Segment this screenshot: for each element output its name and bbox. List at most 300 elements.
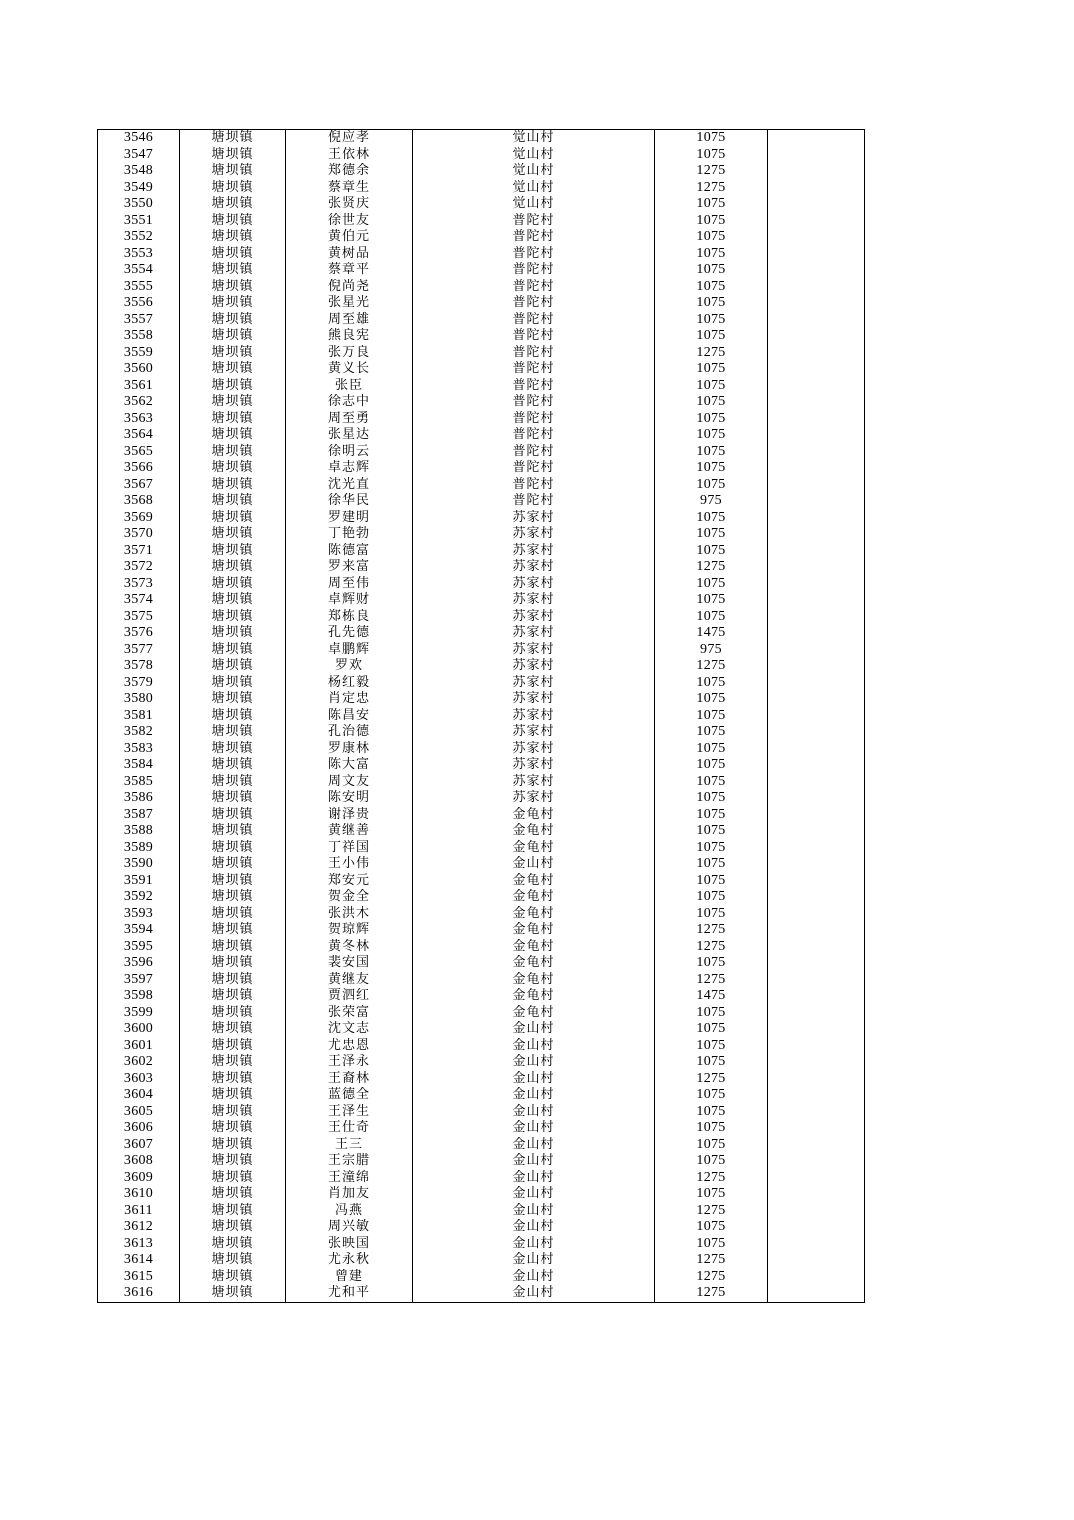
table-row xyxy=(98,1087,865,1104)
name-cell: 张臣 xyxy=(286,378,413,395)
name-cell: 丁艳勃 xyxy=(286,526,413,543)
table-row xyxy=(98,1021,865,1038)
note-cell xyxy=(768,460,865,477)
note-cell xyxy=(768,328,865,345)
table-row xyxy=(98,823,865,840)
row-number-cell: 3594 xyxy=(98,922,180,939)
village-cell: 金山村 xyxy=(413,1054,655,1071)
table-row xyxy=(98,1153,865,1170)
town-cell: 塘坝镇 xyxy=(180,1104,286,1121)
name-cell: 卓鹏辉 xyxy=(286,642,413,659)
table-row xyxy=(98,1005,865,1022)
table-row xyxy=(98,559,865,576)
amount-cell: 1075 xyxy=(655,823,768,840)
row-number-cell: 3577 xyxy=(98,642,180,659)
village-cell: 金山村 xyxy=(413,1269,655,1286)
amount-cell: 1275 xyxy=(655,922,768,939)
amount-cell: 1075 xyxy=(655,279,768,296)
amount-cell: 1275 xyxy=(655,1285,768,1302)
table-row xyxy=(98,345,865,362)
name-cell: 周文友 xyxy=(286,774,413,791)
row-number-cell: 3606 xyxy=(98,1120,180,1137)
name-cell: 陈德富 xyxy=(286,543,413,560)
town-cell: 塘坝镇 xyxy=(180,1005,286,1022)
note-cell xyxy=(768,246,865,263)
note-cell xyxy=(768,510,865,527)
name-cell: 黄冬林 xyxy=(286,939,413,956)
table-row xyxy=(98,262,865,279)
note-cell xyxy=(768,229,865,246)
town-cell: 塘坝镇 xyxy=(180,1071,286,1088)
row-number-cell: 3607 xyxy=(98,1137,180,1154)
row-number-cell: 3567 xyxy=(98,477,180,494)
village-cell: 苏家村 xyxy=(413,658,655,675)
table-row xyxy=(98,790,865,807)
row-number-cell: 3565 xyxy=(98,444,180,461)
village-cell: 普陀村 xyxy=(413,411,655,428)
town-cell: 塘坝镇 xyxy=(180,1087,286,1104)
town-cell: 塘坝镇 xyxy=(180,1203,286,1220)
table-row xyxy=(98,213,865,230)
town-cell: 塘坝镇 xyxy=(180,213,286,230)
row-number-cell: 3589 xyxy=(98,840,180,857)
note-cell xyxy=(768,856,865,873)
village-cell: 金山村 xyxy=(413,1186,655,1203)
row-number-cell: 3584 xyxy=(98,757,180,774)
amount-cell: 1075 xyxy=(655,246,768,263)
table-row xyxy=(98,576,865,593)
note-cell xyxy=(768,642,865,659)
name-cell: 王泽生 xyxy=(286,1104,413,1121)
amount-cell: 1075 xyxy=(655,328,768,345)
village-cell: 金山村 xyxy=(413,1170,655,1187)
name-cell: 张洪木 xyxy=(286,906,413,923)
amount-cell: 1075 xyxy=(655,229,768,246)
note-cell xyxy=(768,1186,865,1203)
name-cell: 沈光直 xyxy=(286,477,413,494)
row-number-cell: 3571 xyxy=(98,543,180,560)
amount-cell: 1475 xyxy=(655,988,768,1005)
amount-cell: 1275 xyxy=(655,1252,768,1269)
name-cell: 王裔林 xyxy=(286,1071,413,1088)
note-cell xyxy=(768,493,865,510)
village-cell: 普陀村 xyxy=(413,246,655,263)
amount-cell: 1075 xyxy=(655,147,768,164)
name-cell: 王泽永 xyxy=(286,1054,413,1071)
note-cell xyxy=(768,1137,865,1154)
village-cell: 金山村 xyxy=(413,1252,655,1269)
village-cell: 苏家村 xyxy=(413,543,655,560)
row-number-cell: 3555 xyxy=(98,279,180,296)
note-cell xyxy=(768,691,865,708)
table-row xyxy=(98,1269,865,1286)
name-cell: 黄伯元 xyxy=(286,229,413,246)
village-cell: 金山村 xyxy=(413,1038,655,1055)
note-cell xyxy=(768,526,865,543)
row-number-cell: 3582 xyxy=(98,724,180,741)
row-number-cell: 3615 xyxy=(98,1269,180,1286)
name-cell: 卓辉财 xyxy=(286,592,413,609)
town-cell: 塘坝镇 xyxy=(180,493,286,510)
town-cell: 塘坝镇 xyxy=(180,889,286,906)
row-number-cell: 3557 xyxy=(98,312,180,329)
note-cell xyxy=(768,807,865,824)
amount-cell: 1075 xyxy=(655,526,768,543)
row-number-cell: 3612 xyxy=(98,1219,180,1236)
village-cell: 苏家村 xyxy=(413,559,655,576)
village-cell: 普陀村 xyxy=(413,213,655,230)
name-cell: 罗康林 xyxy=(286,741,413,758)
amount-cell: 1075 xyxy=(655,1137,768,1154)
name-cell: 王三 xyxy=(286,1137,413,1154)
town-cell: 塘坝镇 xyxy=(180,279,286,296)
row-number-cell: 3575 xyxy=(98,609,180,626)
amount-cell: 1075 xyxy=(655,460,768,477)
town-cell: 塘坝镇 xyxy=(180,477,286,494)
name-cell: 张贤庆 xyxy=(286,196,413,213)
amount-cell: 1075 xyxy=(655,1087,768,1104)
name-cell: 黄义长 xyxy=(286,361,413,378)
amount-cell: 1075 xyxy=(655,295,768,312)
name-cell: 王小伟 xyxy=(286,856,413,873)
amount-cell: 1075 xyxy=(655,1054,768,1071)
name-cell: 卓志辉 xyxy=(286,460,413,477)
note-cell xyxy=(768,394,865,411)
row-number-cell: 3568 xyxy=(98,493,180,510)
name-cell: 陈昌安 xyxy=(286,708,413,725)
table-row xyxy=(98,427,865,444)
name-cell: 周至雄 xyxy=(286,312,413,329)
table-row xyxy=(98,444,865,461)
amount-cell: 1075 xyxy=(655,1186,768,1203)
town-cell: 塘坝镇 xyxy=(180,823,286,840)
village-cell: 金龟村 xyxy=(413,972,655,989)
name-cell: 尤和平 xyxy=(286,1285,413,1302)
village-cell: 金山村 xyxy=(413,856,655,873)
amount-cell: 1075 xyxy=(655,1005,768,1022)
amount-cell: 1075 xyxy=(655,312,768,329)
table-row xyxy=(98,411,865,428)
town-cell: 塘坝镇 xyxy=(180,1120,286,1137)
table-row xyxy=(98,988,865,1005)
note-cell xyxy=(768,279,865,296)
town-cell: 塘坝镇 xyxy=(180,147,286,164)
name-cell: 周兴敏 xyxy=(286,1219,413,1236)
town-cell: 塘坝镇 xyxy=(180,972,286,989)
town-cell: 塘坝镇 xyxy=(180,1038,286,1055)
note-cell xyxy=(768,477,865,494)
amount-cell: 1075 xyxy=(655,840,768,857)
town-cell: 塘坝镇 xyxy=(180,378,286,395)
village-cell: 普陀村 xyxy=(413,262,655,279)
town-cell: 塘坝镇 xyxy=(180,939,286,956)
amount-cell: 1275 xyxy=(655,163,768,180)
row-number-cell: 3614 xyxy=(98,1252,180,1269)
village-cell: 普陀村 xyxy=(413,444,655,461)
note-cell xyxy=(768,790,865,807)
note-cell xyxy=(768,724,865,741)
note-cell xyxy=(768,988,865,1005)
note-cell xyxy=(768,675,865,692)
name-cell: 张荣富 xyxy=(286,1005,413,1022)
amount-cell: 1075 xyxy=(655,1104,768,1121)
name-cell: 黄树品 xyxy=(286,246,413,263)
table-row xyxy=(98,163,865,180)
name-cell: 蔡章生 xyxy=(286,180,413,197)
table-row xyxy=(98,328,865,345)
note-cell xyxy=(768,1203,865,1220)
amount-cell: 1275 xyxy=(655,180,768,197)
name-cell: 徐华民 xyxy=(286,493,413,510)
row-number-cell: 3605 xyxy=(98,1104,180,1121)
town-cell: 塘坝镇 xyxy=(180,510,286,527)
row-number-cell: 3552 xyxy=(98,229,180,246)
note-cell xyxy=(768,576,865,593)
name-cell: 肖定忠 xyxy=(286,691,413,708)
table-row xyxy=(98,658,865,675)
table-row xyxy=(98,592,865,609)
row-number-cell: 3547 xyxy=(98,147,180,164)
table-row xyxy=(98,1186,865,1203)
note-cell xyxy=(768,939,865,956)
table-row xyxy=(98,394,865,411)
row-number-cell: 3588 xyxy=(98,823,180,840)
amount-cell: 1275 xyxy=(655,972,768,989)
table-row xyxy=(98,972,865,989)
town-cell: 塘坝镇 xyxy=(180,180,286,197)
row-number-cell: 3581 xyxy=(98,708,180,725)
name-cell: 贺金全 xyxy=(286,889,413,906)
table-body xyxy=(98,130,865,1303)
table-row xyxy=(98,625,865,642)
town-cell: 塘坝镇 xyxy=(180,1186,286,1203)
town-cell: 塘坝镇 xyxy=(180,922,286,939)
town-cell: 塘坝镇 xyxy=(180,642,286,659)
village-cell: 金山村 xyxy=(413,1137,655,1154)
note-cell xyxy=(768,1021,865,1038)
row-number-cell: 3611 xyxy=(98,1203,180,1220)
row-number-cell: 3596 xyxy=(98,955,180,972)
table-row xyxy=(98,1285,865,1302)
name-cell: 王宗腊 xyxy=(286,1153,413,1170)
table-row xyxy=(98,642,865,659)
village-cell: 苏家村 xyxy=(413,757,655,774)
name-cell: 贾泗红 xyxy=(286,988,413,1005)
amount-cell: 1075 xyxy=(655,378,768,395)
amount-cell: 1075 xyxy=(655,889,768,906)
town-cell: 塘坝镇 xyxy=(180,1269,286,1286)
amount-cell: 1075 xyxy=(655,130,768,147)
table-row xyxy=(98,246,865,263)
row-number-cell: 3556 xyxy=(98,295,180,312)
row-number-cell: 3570 xyxy=(98,526,180,543)
amount-cell: 1075 xyxy=(655,1236,768,1253)
town-cell: 塘坝镇 xyxy=(180,840,286,857)
town-cell: 塘坝镇 xyxy=(180,906,286,923)
amount-cell: 1075 xyxy=(655,757,768,774)
town-cell: 塘坝镇 xyxy=(180,559,286,576)
table-row xyxy=(98,543,865,560)
table-row xyxy=(98,493,865,510)
row-number-cell: 3580 xyxy=(98,691,180,708)
note-cell xyxy=(768,823,865,840)
table-row xyxy=(98,757,865,774)
name-cell: 贺琼辉 xyxy=(286,922,413,939)
village-cell: 普陀村 xyxy=(413,361,655,378)
village-cell: 苏家村 xyxy=(413,526,655,543)
village-cell: 金龟村 xyxy=(413,988,655,1005)
row-number-cell: 3548 xyxy=(98,163,180,180)
table-row xyxy=(98,724,865,741)
note-cell xyxy=(768,658,865,675)
table-row xyxy=(98,1236,865,1253)
note-cell xyxy=(768,708,865,725)
town-cell: 塘坝镇 xyxy=(180,724,286,741)
table-row xyxy=(98,774,865,791)
town-cell: 塘坝镇 xyxy=(180,609,286,626)
town-cell: 塘坝镇 xyxy=(180,1219,286,1236)
name-cell: 罗建明 xyxy=(286,510,413,527)
village-cell: 觉山村 xyxy=(413,180,655,197)
village-cell: 金龟村 xyxy=(413,889,655,906)
name-cell: 谢泽贵 xyxy=(286,807,413,824)
table-row xyxy=(98,1054,865,1071)
amount-cell: 1275 xyxy=(655,1203,768,1220)
town-cell: 塘坝镇 xyxy=(180,394,286,411)
row-number-cell: 3593 xyxy=(98,906,180,923)
note-cell xyxy=(768,196,865,213)
village-cell: 金龟村 xyxy=(413,906,655,923)
village-cell: 金山村 xyxy=(413,1071,655,1088)
name-cell: 张星达 xyxy=(286,427,413,444)
village-cell: 普陀村 xyxy=(413,345,655,362)
village-cell: 苏家村 xyxy=(413,790,655,807)
name-cell: 肖加友 xyxy=(286,1186,413,1203)
amount-cell: 1075 xyxy=(655,411,768,428)
note-cell xyxy=(768,1087,865,1104)
town-cell: 塘坝镇 xyxy=(180,427,286,444)
table-row xyxy=(98,856,865,873)
amount-cell: 1075 xyxy=(655,444,768,461)
row-number-cell: 3591 xyxy=(98,873,180,890)
row-number-cell: 3616 xyxy=(98,1285,180,1302)
town-cell: 塘坝镇 xyxy=(180,807,286,824)
town-cell: 塘坝镇 xyxy=(180,1021,286,1038)
name-cell: 张映国 xyxy=(286,1236,413,1253)
village-cell: 普陀村 xyxy=(413,378,655,395)
row-number-cell: 3566 xyxy=(98,460,180,477)
village-cell: 普陀村 xyxy=(413,493,655,510)
amount-cell: 1275 xyxy=(655,345,768,362)
amount-cell: 1275 xyxy=(655,1170,768,1187)
note-cell xyxy=(768,1071,865,1088)
row-number-cell: 3590 xyxy=(98,856,180,873)
town-cell: 塘坝镇 xyxy=(180,361,286,378)
name-cell: 张星光 xyxy=(286,295,413,312)
village-cell: 普陀村 xyxy=(413,427,655,444)
table-row xyxy=(98,1252,865,1269)
table-row xyxy=(98,741,865,758)
name-cell: 徐志中 xyxy=(286,394,413,411)
village-cell: 苏家村 xyxy=(413,592,655,609)
table-row xyxy=(98,460,865,477)
row-number-cell: 3597 xyxy=(98,972,180,989)
row-number-cell: 3583 xyxy=(98,741,180,758)
village-cell: 普陀村 xyxy=(413,229,655,246)
town-cell: 塘坝镇 xyxy=(180,576,286,593)
row-number-cell: 3592 xyxy=(98,889,180,906)
table-row xyxy=(98,1071,865,1088)
amount-cell: 1475 xyxy=(655,625,768,642)
row-number-cell: 3578 xyxy=(98,658,180,675)
town-cell: 塘坝镇 xyxy=(180,163,286,180)
village-cell: 金山村 xyxy=(413,1104,655,1121)
row-number-cell: 3561 xyxy=(98,378,180,395)
table-row xyxy=(98,807,865,824)
amount-cell: 1075 xyxy=(655,394,768,411)
amount-cell: 1275 xyxy=(655,559,768,576)
table-row xyxy=(98,279,865,296)
table-row xyxy=(98,147,865,164)
table-row xyxy=(98,378,865,395)
name-cell: 熊良宪 xyxy=(286,328,413,345)
name-cell: 曾建 xyxy=(286,1269,413,1286)
village-cell: 普陀村 xyxy=(413,312,655,329)
amount-cell: 1075 xyxy=(655,807,768,824)
table-row xyxy=(98,295,865,312)
table-row xyxy=(98,691,865,708)
town-cell: 塘坝镇 xyxy=(180,774,286,791)
town-cell: 塘坝镇 xyxy=(180,757,286,774)
town-cell: 塘坝镇 xyxy=(180,312,286,329)
row-number-cell: 3549 xyxy=(98,180,180,197)
note-cell xyxy=(768,840,865,857)
row-number-cell: 3559 xyxy=(98,345,180,362)
amount-cell: 1075 xyxy=(655,675,768,692)
village-cell: 金山村 xyxy=(413,1285,655,1302)
table-row xyxy=(98,229,865,246)
village-cell: 普陀村 xyxy=(413,477,655,494)
town-cell: 塘坝镇 xyxy=(180,856,286,873)
amount-cell: 1075 xyxy=(655,361,768,378)
village-cell: 觉山村 xyxy=(413,196,655,213)
town-cell: 塘坝镇 xyxy=(180,229,286,246)
name-cell: 郑栋良 xyxy=(286,609,413,626)
village-cell: 觉山村 xyxy=(413,163,655,180)
town-cell: 塘坝镇 xyxy=(180,625,286,642)
row-number-cell: 3546 xyxy=(98,130,180,147)
row-number-cell: 3558 xyxy=(98,328,180,345)
note-cell xyxy=(768,1285,865,1302)
name-cell: 郑德余 xyxy=(286,163,413,180)
note-cell xyxy=(768,1038,865,1055)
name-cell: 倪尚尧 xyxy=(286,279,413,296)
amount-cell: 1075 xyxy=(655,1153,768,1170)
village-cell: 金山村 xyxy=(413,1120,655,1137)
town-cell: 塘坝镇 xyxy=(180,196,286,213)
town-cell: 塘坝镇 xyxy=(180,526,286,543)
amount-cell: 1275 xyxy=(655,939,768,956)
table-row xyxy=(98,889,865,906)
data-table xyxy=(97,129,865,1303)
village-cell: 普陀村 xyxy=(413,295,655,312)
note-cell xyxy=(768,1219,865,1236)
amount-cell: 1075 xyxy=(655,262,768,279)
town-cell: 塘坝镇 xyxy=(180,790,286,807)
name-cell: 黄继友 xyxy=(286,972,413,989)
note-cell xyxy=(768,180,865,197)
amount-cell: 1075 xyxy=(655,1021,768,1038)
